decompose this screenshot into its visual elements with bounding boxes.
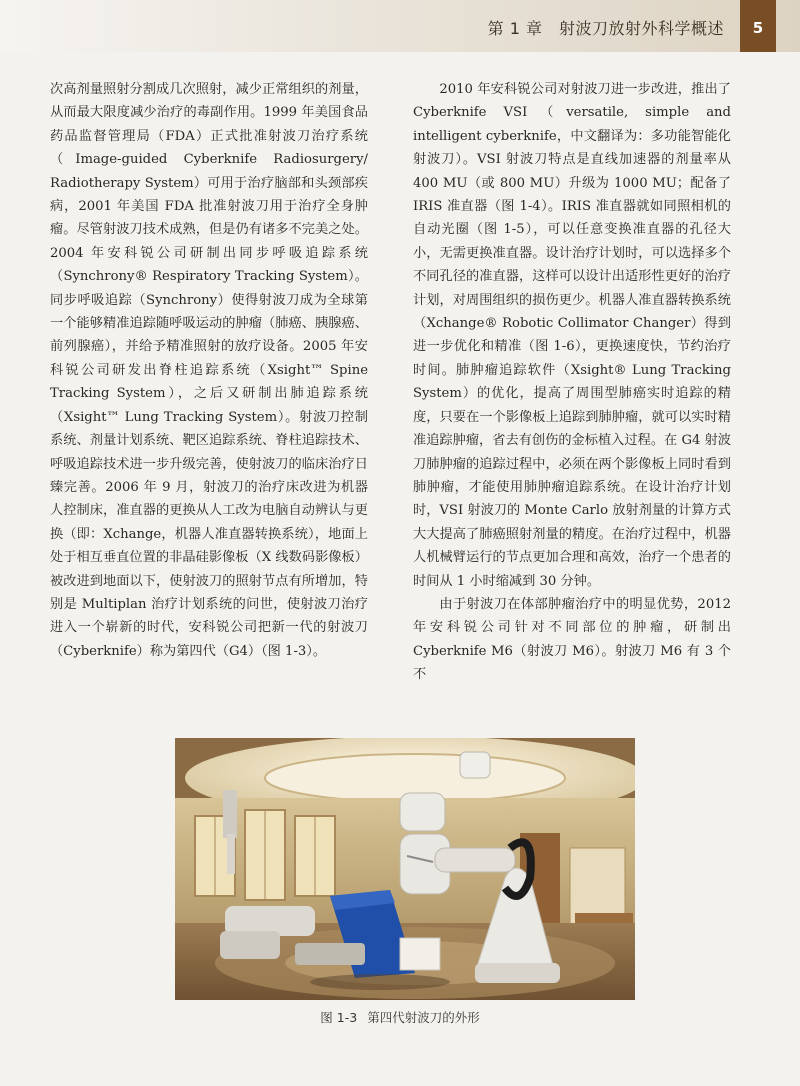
left-column: [50, 78, 368, 663]
page-number: 5: [740, 0, 776, 52]
figure-caption: [0, 1008, 800, 1026]
chapter-title: 第 1 章 射波刀放射外科学概述: [487, 19, 724, 38]
figure-label: 图 1-3: [320, 1010, 358, 1025]
right-column: [413, 78, 731, 687]
figure-caption-text: 第四代射波刀的外形: [367, 1010, 480, 1025]
cyberknife-photo: [175, 738, 635, 1000]
right-paragraph-1: 2010 年安科锐公司对射波刀进一步改进，推出了 Cyberknife VSI（versatile, simple and intelligent cyberknife，中文翻译为：多功能智能化射波刀）。VSI 射波刀特点是直线加速器的剂量率从 400 MU（或 800 MU）升级为 1000 MU；配备了 IRIS 准直器（图 1-4）。IRIS 准直器就如同照相机的自动光圈（图 1-5），可以任意变换准直器的孔径大小，无需更换准直器。设计治疗计划时，可以选择多个不同孔径的准直器，这样可以设计出适形性更好的治疗计划，对周围组织的损伤更少。机器人准直器转换系统（Xchange® Robotic Collimator Changer）得到进一步优化和精准（图 1-6），更换速度快，节约治疗时间。肺肿瘤追踪软件（Xsight® Lung Tracking System）的优化，提高了周围型肺癌实时追踪的精度，只要在一个影像板上追踪到肺肿瘤，就可以实时精准追踪肿瘤，省去有创伤的金标植入过程。在 G4 射波刀肺肿瘤的追踪过程中，必须在两个影像板上同时看到肺肿瘤，才能使用肺肿瘤追踪系统。在设计治疗计划时，VSI 射波刀的 Monte Carlo 放射剂量的计算方式大大提高了肺癌照射剂量的精度。在治疗过程中，机器人机械臂运行的节点更加合理和高效，治疗一个患者的时间从 1 小时缩减到 30 分钟。: [413, 82, 731, 589]
right-paragraph-2: 由于射波刀在体部肿瘤治疗中的明显优势，2012 年安科锐公司针对不同部位的肿瘤，研制出 Cyberknife M6（射波刀 M6）。射波刀 M6 有 3 个不: [413, 596, 731, 683]
running-header: [0, 0, 800, 52]
left-column-text: 次高剂量照射分割成几次照射，减少正常组织的剂量，从而最大限度减少治疗的毒副作用。1999 年美国食品药品监督管理局（FDA）正式批准射波刀治疗系统（Image-guided Cyberknife Radiosurgery/ Radiotherapy System）可用于治疗脑部和头颈部疾病，2001 年美国 FDA 批准射波刀用于治疗全身肿瘤。尽管射波刀技术成熟，但是仍有诸多不完美之处。2004 年安科锐公司研制出同步呼吸追踪系统（Synchrony® Respiratory Tracking System）。同步呼吸追踪（Synchrony）使得射波刀成为全球第一个能够精准追踪随呼吸运动的肿瘤（肺癌、胰腺癌、前列腺癌），并给予精准照射的放疗设备。2005 年安科锐公司研发出脊柱追踪系统（Xsight™ Spine Tracking System），之后又研制出肺追踪系统（Xsight™ Lung Tracking System）。射波刀控制系统、剂量计划系统、靶区追踪系统、脊柱追踪技术、呼吸追踪技术进一步升级完善，使射波刀的临床治疗日臻完善。2006 年 9 月，射波刀的治疗床改进为机器人控制床，准直器的更换从人工改为电脑自动辨认与更换（即：Xchange，机器人准直器转换系统），地面上处于相互垂直位置的非晶硅影像板（X 线数码影像板）被改进到地面以下，使射波刀的照射节点有所增加，特别是 Multiplan 治疗计划系统的问世，使射波刀治疗进入一个崭新的时代，安科锐公司把新一代的射波刀（Cyberknife）称为第四代（G4）（图 1-3）。: [50, 82, 368, 659]
